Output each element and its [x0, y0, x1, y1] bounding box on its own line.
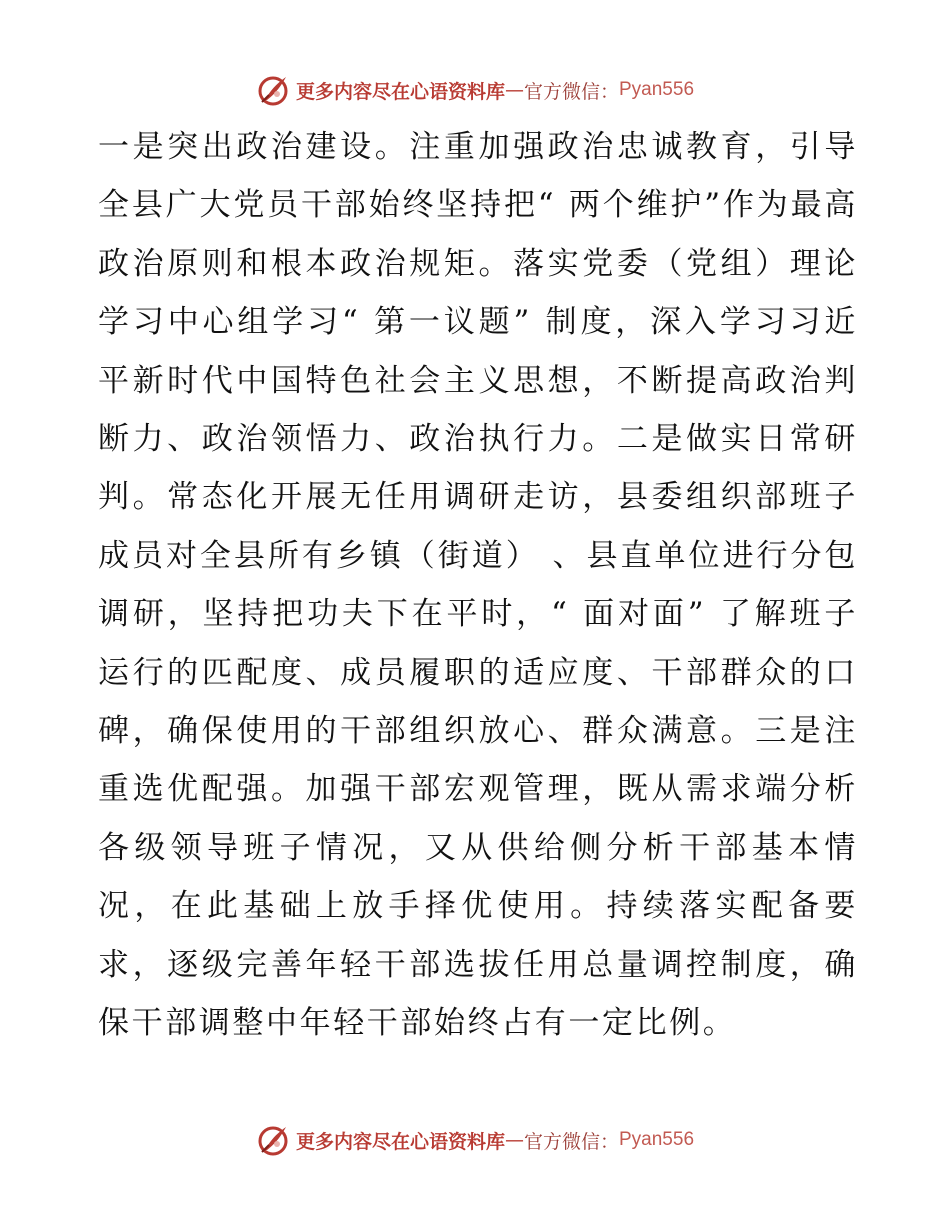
feather-quill-circle-logo	[256, 1123, 290, 1157]
banner-brand: 更多内容尽在心语资料库	[295, 80, 505, 103]
banner-wechat-id: Pyan556	[619, 79, 695, 100]
banner-brand: 更多内容尽在心语资料库	[295, 1130, 505, 1153]
header-banner-text	[296, 77, 694, 104]
document-paragraph: 一是突出政治建设。注重加强政治忠诚教育，引导全县广大党员干部始终坚持把“ 两个维护”作为最高政治原则和根本政治规矩。落实党委（党组）理论学习中心组学习“ 第一议题” 制度，深入学习习近平新时代中国特色社会主义思想，不断提高政治判断力、政治领悟力、政治执行力。二是做实日常研判。常态化开展无任用调研走访，县委组织部班子成员对全县所有乡镇（街道） 、县直单位进行分包调研，坚持把功夫下在平时，“ 面对面” 了解班子运行的匹配度、成员履职的适应度、干部群众的口碑，确保使用的干部组织放心、群众满意。三是注重选优配强。加强干部宏观管理，既从需求端分析各级领导班子情况，又从供给侧分析干部基本情况，在此基础上放手择优使用。持续落实配备要求，逐级完善年轻干部选拔任用总量调控制度，确保干部调整中年轻干部始终占有一定比例。	[98, 129, 858, 1042]
footer-banner	[0, 1120, 950, 1160]
banner-separator: —	[504, 1129, 524, 1151]
footer-banner-text	[296, 1127, 694, 1154]
feather-quill-circle-logo	[256, 73, 290, 107]
banner-wechat-id: Pyan556	[619, 1129, 695, 1150]
header-banner	[0, 70, 950, 110]
banner-wechat-label: 官方微信：	[523, 80, 619, 103]
banner-separator: —	[504, 79, 524, 101]
banner-wechat-label: 官方微信：	[523, 1130, 619, 1153]
